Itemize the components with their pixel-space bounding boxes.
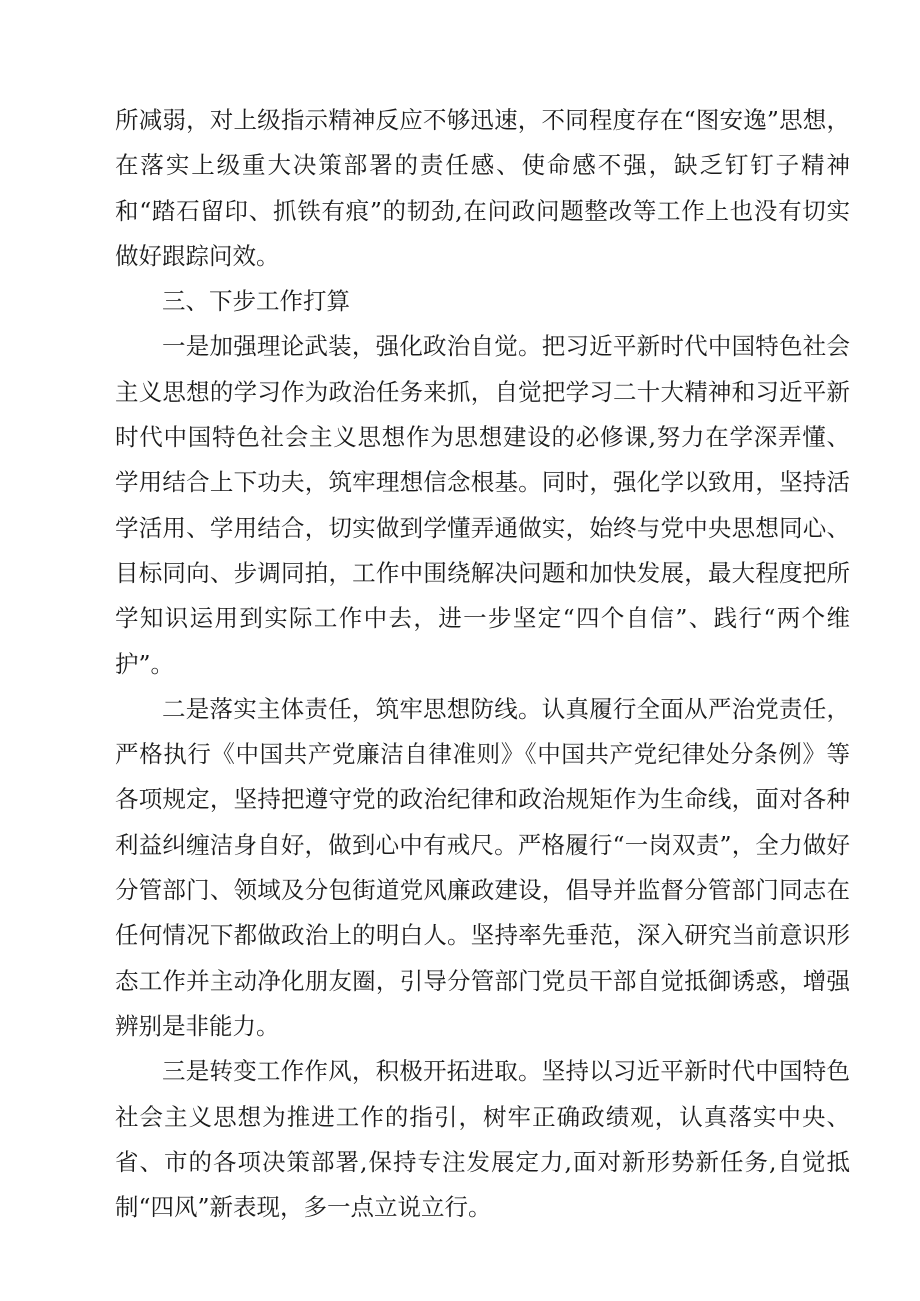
paragraph-item-1: 一是加强理论武装，强化政治自觉。把习近平新时代中国特色社会主义思想的学习作为政治任务来抓，自觉把学习二十大精神和习近平新时代中国特色社会主义思想作为思想建设的必修课,努力在学深弄懂、学用结合上下功夫，筑牢理想信念根基。同时，强化学以致用，坚持活学活用、学用结合，切实做到学懂弄通做实，始终与党中央思想同心、目标同向、步调同拍，工作中围绕解决问题和加快发展，最大程度把所学知识运用到实际工作中去，进一步坚定“四个自信”、践行“两个维护”。 [115, 332, 850, 678]
document-page [115, 98, 850, 1230]
paragraph-continuation: 所减弱，对上级指示精神反应不够迅速，不同程度存在“图安逸”思想，在落实上级重大决策部署的责任感、使命感不强，缺乏钉钉子精神和“踏石留印、抓铁有痕”的韧劲,在问政问题整改等工作上也没有切实做好跟踪问效。 [115, 106, 850, 270]
section-heading: 三、下步工作打算 [162, 287, 350, 316]
paragraph-item-2: 二是落实主体责任，筑牢思想防线。认真履行全面从严治党责任，严格执行《中国共产党廉洁自律准则》《中国共产党纪律处分条例》等各项规定，坚持把遵守党的政治纪律和政治规矩作为生命线，面对各种利益纠缠洁身自好，做到心中有戒尺。严格履行“一岗双责”，全力做好分管部门、领域及分包街道党风廉政建设，倡导并监督分管部门同志在任何情况下都做政治上的明白人。坚持率先垂范，深入研究当前意识形态工作并主动净化朋友圈，引导分管部门党员干部自觉抵御诱惑，增强辨别是非能力。 [115, 694, 850, 1040]
paragraph-item-3: 三是转变工作作风，积极开拓进取。坚持以习近平新时代中国特色社会主义思想为推进工作的指引，树牢正确政绩观，认真落实中央、省、市的各项决策部署,保持专注发展定力,面对新形势新任务,自觉抵制“四风”新表现，多一点立说立行。 [115, 1057, 850, 1222]
